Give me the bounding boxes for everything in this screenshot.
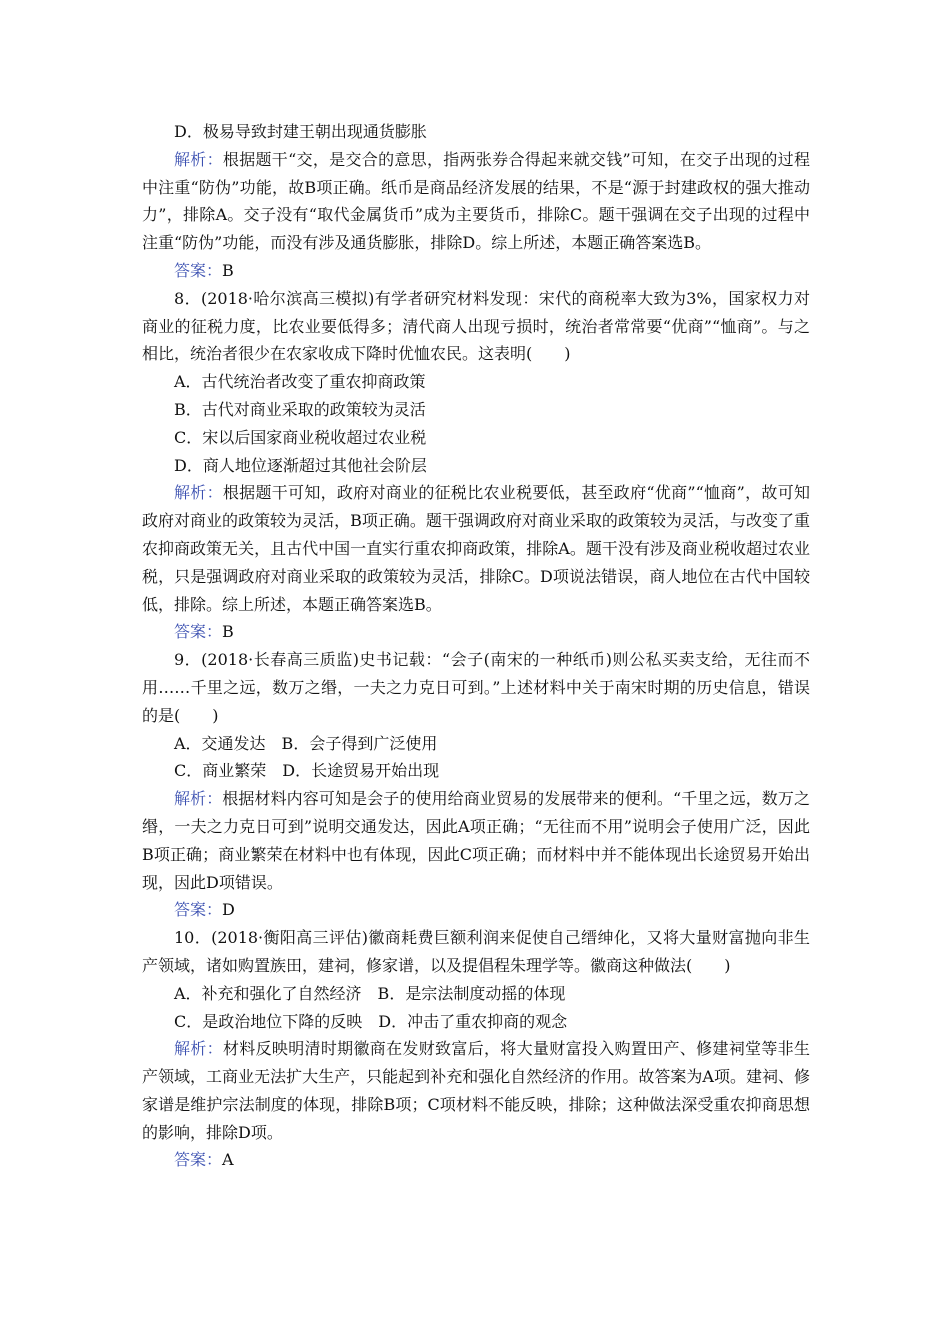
q7-answer-value: B [222, 260, 234, 280]
q9-analysis-text: 根据材料内容可知是会子的使用给商业贸易的发展带来的便利。“千里之远，数万之缗，一夫之力克日可到”说明交通发达，因此A项正确；“无往而不用”说明会子使用广泛，因此B项正确；商业繁荣在材料中也有体现，因此C项正确；而材料中并不能体现出长途贸易开始出现，因此D项错误。 [142, 789, 810, 892]
q10-analysis-text: 材料反映明清时期徽商在发财致富后，将大量财富投入购置田产、修建祠堂等非生产领域，工商业无法扩大生产，只能起到补充和强化自然经济的作用。故答案为A项。建祠、修家谱是维护宗法制度的体现，排除B项；C项材料不能反映，排除；这种做法深受重农抑商思想的影响，排除D项。 [142, 1039, 810, 1142]
q9-options-cd: C．商业繁荣 D．长途贸易开始出现 [174, 761, 440, 781]
q7-analysis-text: 根据题干“交，是交合的意思，指两张券合得起来就交钱”可知，在交子出现的过程中注重“防伪”功能，故B项正确。纸币是商品经济发展的结果，不是“源于封建政权的强大推动力”，排除A。交子没有“取代金属货币”成为主要货币，排除C。题干强调在交子出现的过程中注重“防伪”功能，而没有涉及通货膨胀，排除D。综上所述，本题正确答案选B。 [142, 149, 810, 253]
analysis-label: 解析： [174, 149, 223, 169]
q9-stem: 9．(2018·长春高三质监)史书记载：“会子(南宋的一种纸币)则公私买卖支给，无往而不用……千里之远，数万之缗，一夫之力克日可到。”上述材料中关于南宋时期的历史信息，错误的是( ) [142, 650, 810, 725]
q9-answer-value: D [222, 900, 235, 920]
document-page [142, 118, 810, 1174]
q10-answer [142, 1146, 810, 1174]
q7-answer [142, 257, 810, 285]
q8-option-b: B．古代对商业采取的政策较为灵活 [174, 399, 426, 419]
q10-analysis [142, 1035, 810, 1146]
q7-option-d: D．极易导致封建王朝出现通货膨胀 [174, 122, 427, 141]
q10-options-ab: A．补充和强化了自然经济 B．是宗法制度动摇的体现 [174, 983, 566, 1003]
q10-stem: 10．(2018·衡阳高三评估)徽商耗费巨额利润来促使自己缙绅化，又将大量财富抛向非生产领域，诸如购置族田，建祠，修家谱，以及提倡程朱理学等。徽商这种做法( ) [142, 928, 810, 975]
q9-answer [142, 896, 810, 924]
q8-analysis [142, 479, 810, 618]
answer-label: 答案： [174, 260, 223, 280]
q8-answer-value: B [222, 622, 234, 642]
q9-options-ab: A．交通发达 B．会子得到广泛使用 [174, 733, 438, 753]
q9-analysis [142, 785, 810, 896]
answer-label: 答案： [174, 622, 223, 642]
q10-options-cd: C．是政治地位下降的反映 D．冲击了重农抑商的观念 [174, 1011, 568, 1031]
q7-analysis [142, 146, 810, 257]
analysis-label: 解析： [174, 483, 223, 503]
q8-option-a: A．古代统治者改变了重农抑商政策 [174, 372, 426, 392]
analysis-label: 解析： [174, 1039, 223, 1059]
q8-analysis-text: 根据题干可知，政府对商业的征税比农业税要低，甚至政府“优商”“恤商”，故可知政府对商业的政策较为灵活，B项正确。题干强调政府对商业采取的政策较为灵活，与改变了重农抑商政策无关，且古代中国一直实行重农抑商政策，排除A。题干没有涉及商业税收超过农业税，只是强调政府对商业采取的政策较为灵活，排除C。D项说法错误，商人地位在古代中国较低，排除。综上所述，本题正确答案选B。 [142, 483, 810, 614]
answer-label: 答案： [174, 1150, 223, 1170]
q8-answer [142, 618, 810, 646]
analysis-label: 解析： [174, 789, 223, 809]
q8-option-c: C．宋以后国家商业税收超过农业税 [174, 427, 427, 447]
q8-stem: 8．(2018·哈尔滨高三模拟)有学者研究材料发现：宋代的商税率大致为3%，国家权力对商业的征税力度，比农业要低得多；清代商人出现亏损时，统治者常常要“优商”“恤商”。与之相比，统治者很少在农家收成下降时优恤农民。这表明( ) [142, 288, 810, 364]
q10-answer-value: A [222, 1150, 234, 1170]
q8-option-d: D．商人地位逐渐超过其他社会阶层 [174, 455, 427, 475]
answer-label: 答案： [174, 900, 223, 920]
